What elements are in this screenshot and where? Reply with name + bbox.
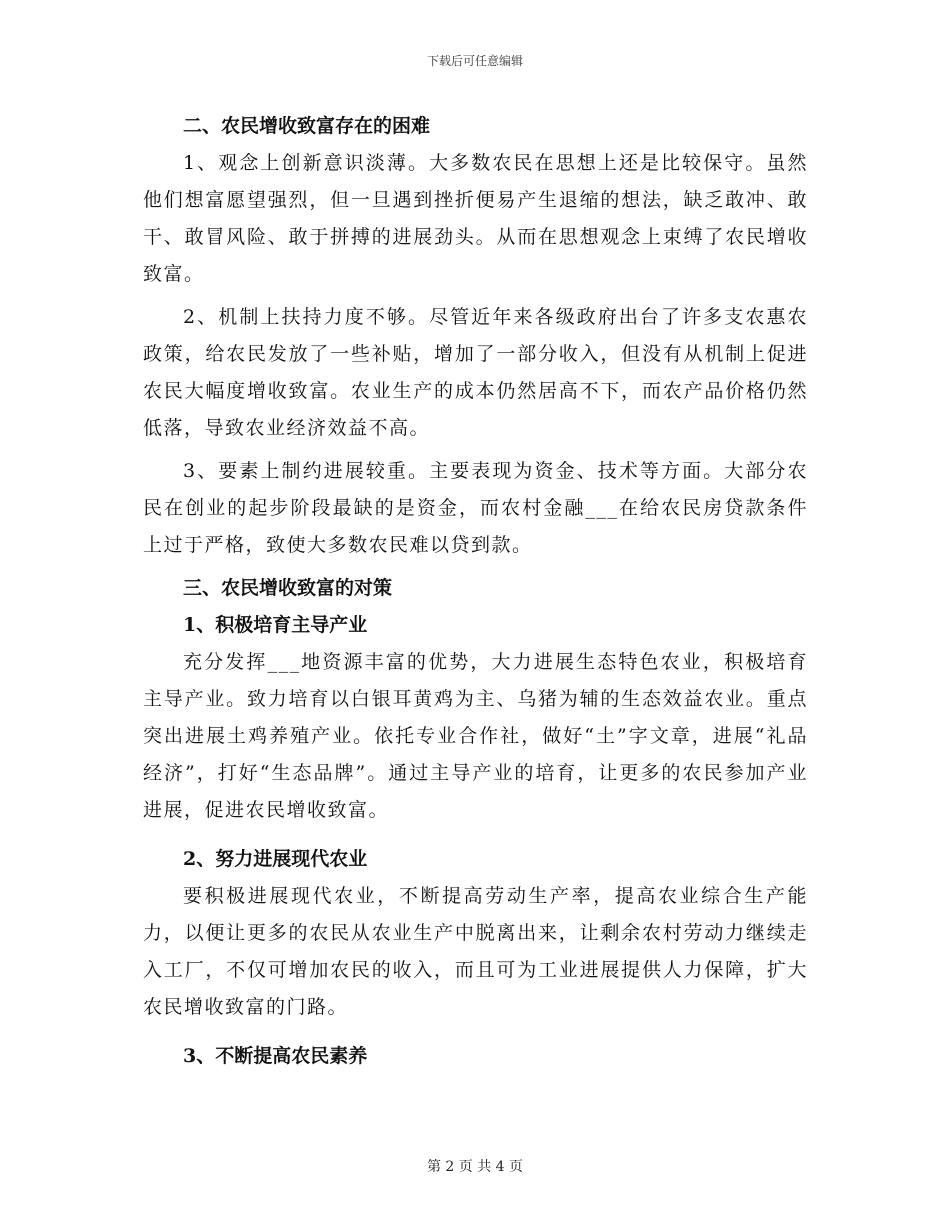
paragraph-difficulty-2: 2、机制上扶持力度不够。尽管近年来各级政府出台了许多支农惠农政策，给农民发放了一些补贴，增加了一部分收入，但没有从机制上促进农民大幅度增收致富。农业生产的成本仍然居高不下，而农产品价格仍然低落，导致农业经济效益不高。 xyxy=(143,306,808,439)
page-footer-number: 第 2 页 共 4 页 xyxy=(426,1159,524,1175)
paragraph-leading-industry: 充分发挥___地资源丰富的优势，大力进展生态特色农业，积极培育主导产业。致力培育以白银耳黄鸡为主、乌猪为辅的生态效益农业。重点突出进展土鸡养殖产业。依托专业合作社，做好“土”字文章，进展“礼品经济”，打好“生态品牌”。通过主导产业的培育，让更多的农民参加产业进展，促进农民增收致富。 xyxy=(143,651,808,821)
subheading-leading-industry: 1、积极培育主导产业 xyxy=(183,614,368,636)
document-body xyxy=(143,108,808,1075)
subheading-modern-agriculture: 2、努力进展现代农业 xyxy=(183,848,368,870)
section-heading-difficulties: 二、农民增收致富存在的困难 xyxy=(183,115,431,137)
paragraph-modern-agriculture: 要积极进展现代农业，不断提高劳动生产率，提高农业综合生产能力，以便让更多的农民从农业生产中脱离出来，让剩余农村劳动力继续走入工厂，不仅可增加农民的收入，而且可为工业进展提供人力保障，扩大农民增收致富的门路。 xyxy=(143,885,808,1018)
paragraph-difficulty-1: 1、观念上创新意识淡薄。大多数农民在思想上还是比较保守。虽然他们想富愿望强烈，但一旦遇到挫折便易产生退缩的想法，缺乏敢冲、敢干、敢冒风险、敢于拼搏的进展劲头。从而在思想观念上束缚了农民增收致富。 xyxy=(143,152,808,285)
section-heading-countermeasures: 三、农民增收致富的对策 xyxy=(183,577,393,599)
subheading-farmer-quality: 3、不断提高农民素养 xyxy=(183,1045,368,1067)
paragraph-difficulty-3: 3、要素上制约进展较重。主要表现为资金、技术等方面。大部分农民在创业的起步阶段最缺的是资金，而农村金融___在给农民房贷款条件上过于严格，致使大多数农民难以贷到款。 xyxy=(143,460,808,556)
page-header-note: 下载后可任意编辑 xyxy=(426,54,523,68)
